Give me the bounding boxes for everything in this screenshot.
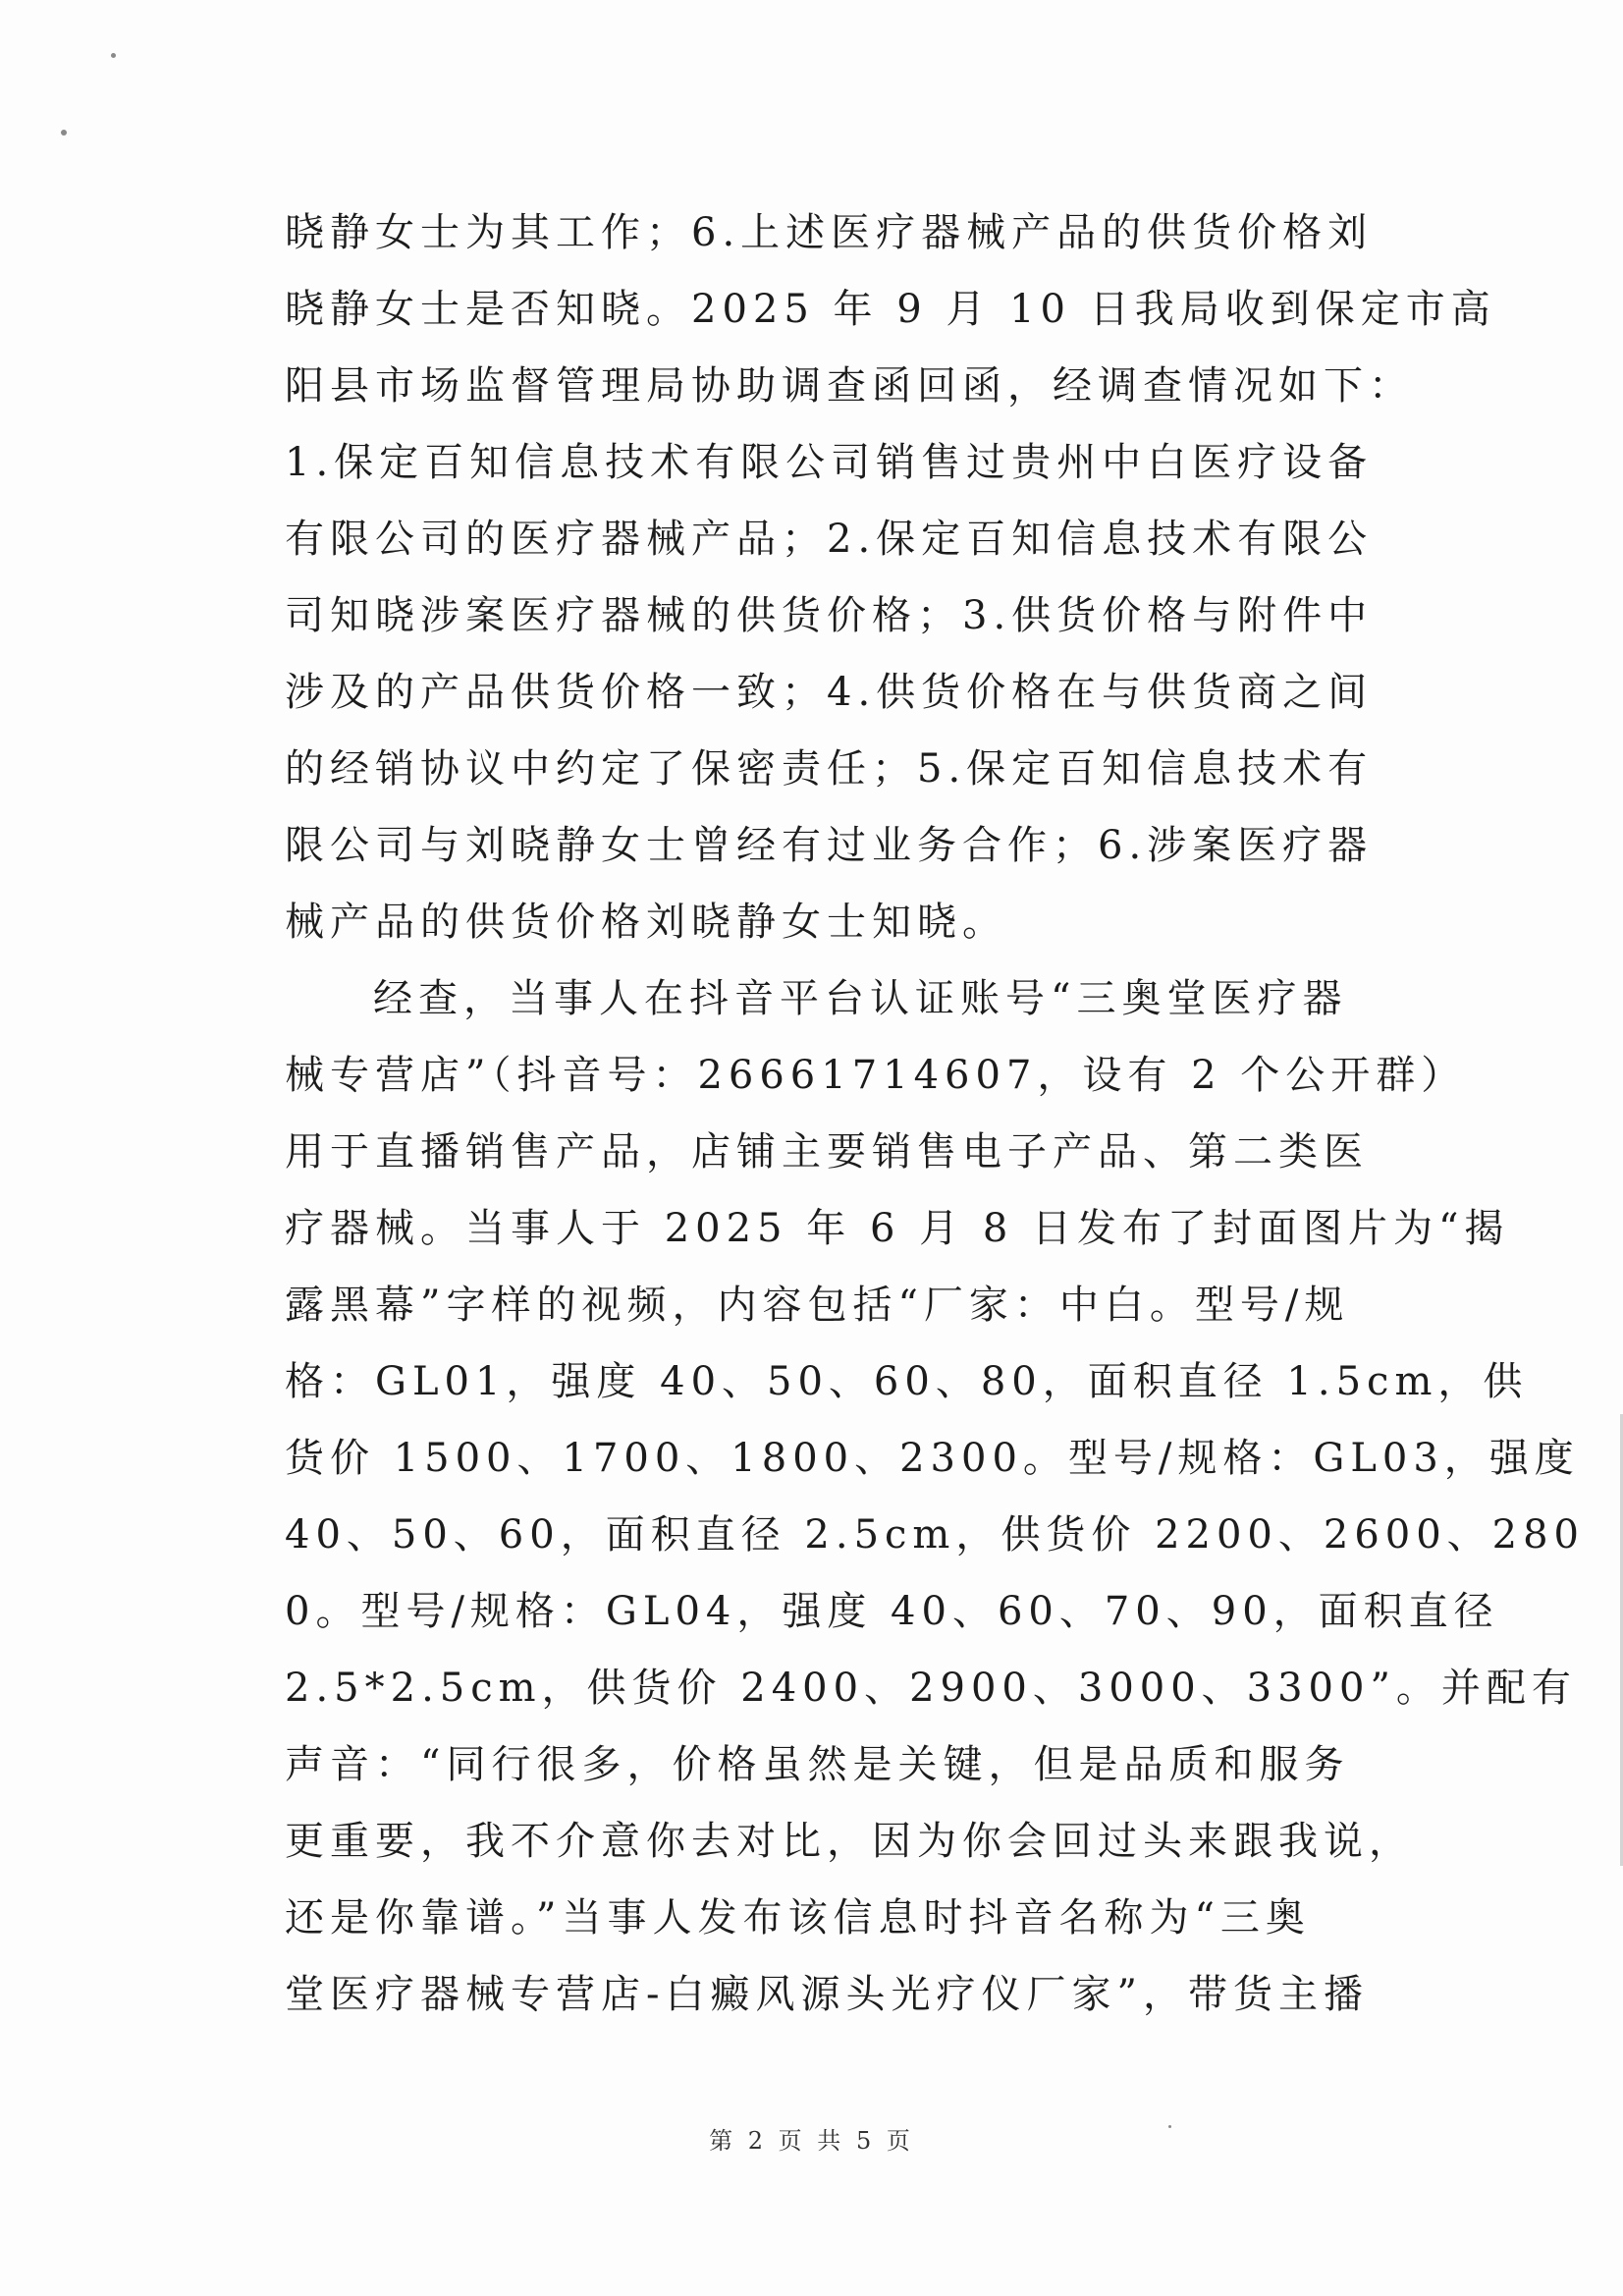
scan-speck	[111, 53, 116, 58]
text-line: 有限公司的医疗器械产品；2.保定百知信息技术有限公	[285, 517, 1374, 562]
document-body	[285, 194, 1586, 2033]
text-line: 的经销协议中约定了保密责任；5.保定百知信息技术有	[285, 746, 1374, 792]
text-line: 堂医疗器械专营店-白癜风源头光疗仪厂家”，带货主播	[285, 1972, 1369, 2017]
text-line: 械产品的供货价格刘晓静女士知晓。	[285, 900, 1007, 945]
scan-speck	[61, 130, 67, 136]
text-line: 声音：“同行很多，价格虽然是关键，但是品质和服务	[285, 1742, 1350, 1787]
text-line: 司知晓涉案医疗器械的供货价格；3.供货价格与附件中	[285, 593, 1374, 638]
text-line: 货价 1500、1700、1800、2300。型号/规格：GL03，强度	[285, 1436, 1580, 1481]
text-line: 露黑幕”字样的视频，内容包括“厂家：中白。型号/规	[285, 1283, 1350, 1328]
text-line: 械专营店”（抖音号：26661714607，设有 2 个公开群）	[285, 1053, 1467, 1098]
text-line: 限公司与刘晓静女士曾经有过业务合作；6.涉案医疗器	[285, 823, 1374, 868]
text-line: 用于直播销售产品，店铺主要销售电子产品、第二类医	[285, 1129, 1369, 1175]
text-line: 更重要，我不介意你去对比，因为你会回过头来跟我说，	[285, 1819, 1414, 1864]
text-line: 疗器械。当事人于 2025 年 6 月 8 日发布了封面图片为“揭	[285, 1206, 1510, 1251]
text-line: 阳县市场监督管理局协助调查函回函，经调查情况如下：	[285, 363, 1414, 409]
paragraph-start-line: 经查，当事人在抖音平台认证账号“三奥堂医疗器	[373, 976, 1348, 1021]
text-line: 0。型号/规格：GL04，强度 40、60、70、90，面积直径	[285, 1589, 1499, 1634]
text-line: 格：GL01，强度 40、50、60、80，面积直径 1.5cm，供	[285, 1359, 1529, 1404]
text-line: 还是你靠谱。”当事人发布该信息时抖音名称为“三奥	[285, 1895, 1311, 1941]
text-line: 2.5*2.5cm，供货价 2400、2900、3000、3300”。并配有	[285, 1666, 1577, 1711]
text-line: 1.保定百知信息技术有限公司销售过贵州中白医疗设备	[285, 440, 1374, 485]
text-line: 40、50、60，面积直径 2.5cm，供货价 2200、2600、280	[285, 1512, 1586, 1558]
text-line: 晓静女士为其工作；6.上述医疗器械产品的供货价格刘	[285, 210, 1374, 255]
text-line: 涉及的产品供货价格一致；4.供货价格在与供货商之间	[285, 670, 1374, 715]
page-number-footer: 第 2 页 共 5 页	[709, 2127, 914, 2155]
text-line: 晓静女士是否知晓。2025 年 9 月 10 日我局收到保定市高	[285, 287, 1496, 332]
